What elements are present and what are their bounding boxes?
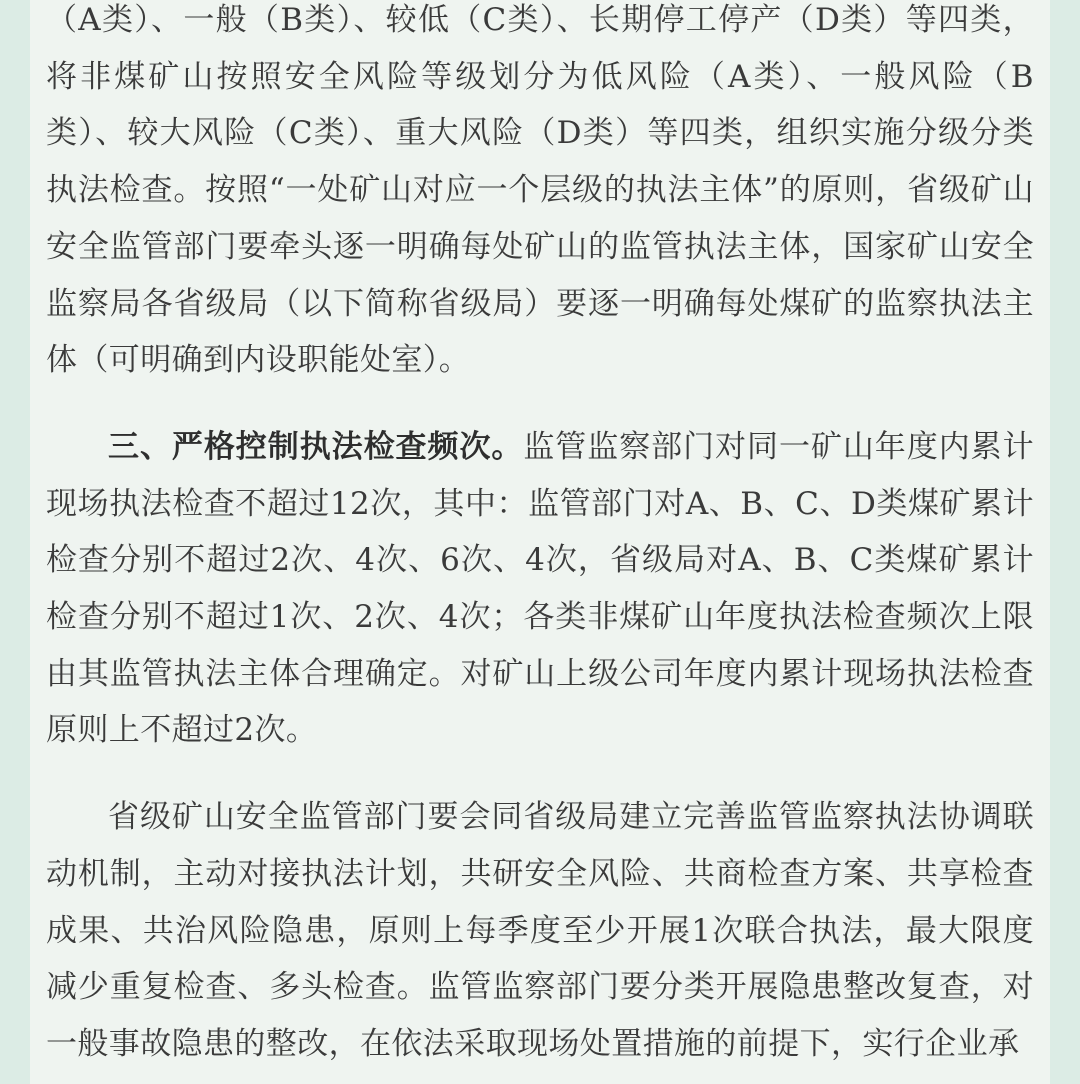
paragraph-risk-classification: （A类）、一般（B类）、较低（C类）、长期停工停产（D类）等四类，将非煤矿山按照安全风险等级划分为低风险（A类）、一般风险（B类）、较大风险（C类）、重大风险（D类）等四类，组织实施分级分类执法检查。按照“一处矿山对应一个层级的执法主体”的原则，省级矿山安全监管部门要牵头逐一明确每处矿山的监管执法主体，国家矿山安全监察局各省级局（以下简称省级局）要逐一明确每处煤矿的监察执法主体（可明确到内设职能处室）。 xyxy=(46,2,1034,379)
document-page xyxy=(30,0,1050,1084)
paragraph-joint-enforcement: 省级矿山安全监管部门要会同省级局建立完善监管监察执法协调联动机制，主动对接执法计划，共研安全风险、共商检查方案、共享检查成果、共治风险隐患，原则上每季度至少开展1次联合执法，最大限度减少重复检查、多头检查。监管监察部门要分类开展隐患整改复查，对一般事故隐患的整改，在依法采取现场处置措施的前提下，实行企业承 xyxy=(46,799,1034,1062)
paragraph-inspection-frequency-body: 监管监察部门对同一矿山年度内累计现场执法检查不超过12次，其中：监管部门对A、B、C、D类煤矿累计检查分别不超过2次、4次、6次、4次，省级局对A、B、C类煤矿累计检查分别不超过1次、2次、4次；各类非煤矿山年度执法检查频次上限由其监管执法主体合理确定。对矿山上级公司年度内累计现场执法检查原则上不超过2次。 xyxy=(46,428,1035,749)
section-heading-inspection-frequency: 三、严格控制执法检查频次。 xyxy=(108,428,524,465)
paragraph-gap xyxy=(46,759,1034,789)
paragraph-gap xyxy=(46,389,1034,419)
article-body xyxy=(46,0,1034,1073)
paragraph-inspection-frequency xyxy=(46,419,1034,759)
